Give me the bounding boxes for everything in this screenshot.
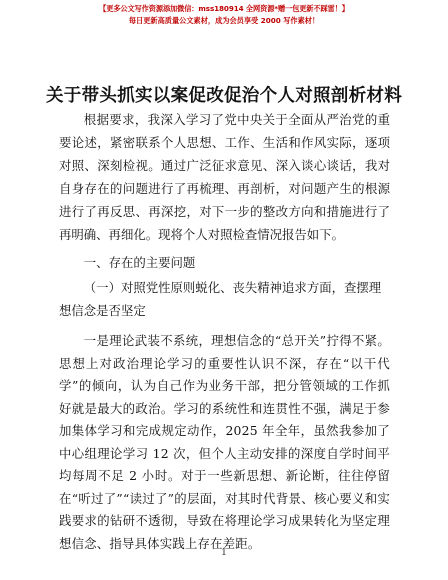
promo-banner-line-1: 【更多公文写作资源添加微信：mss180914 全网资源*赠一包更新不踩雷！】 [99,4,349,13]
body-paragraph: 一是理论武装不系统，理想信念的“总开关”拧得不紧。思想上对政治理论学习的重要性认识不深，存在“以干代学”的倾向，认为自己作为业务干部，把分管领域的工作抓好就是最大的政治。学习的系统性和连贯性不强，满足于参加集体学习和完成规定动作，2025 年全年，虽然我参加了中心组理论学习 12 次，但个人主动安排的深度自学时间平均每周不足 2 小时。对于一些新思想、新论断，往往停留在“听过了”“读过了”的层面，对其时代背景、核心要义和实践要求的钻研不透彻，导致在将理论学习成果转化为坚定理想信念、指导具体实践上存在差距。 [59,333,390,551]
promo-banner-line-2: 每日更新高质量公文素材，成为会员享受 2000 写作素材！ [128,16,320,25]
document-body [59,108,390,555]
document-title: 关于带头抓实以案促改促治个人对照剖析材料 [46,86,402,106]
subsection-heading: （一）对照党性原则蜕化、丧失精神追求方面，查摆理想信念是否坚定 [59,280,382,318]
page-number: 1 [221,548,227,558]
intro-paragraph: 根据要求，我深入学习了党中央关于全面从严治党的重要论述，紧密联系个人思想、工作、生活和作风实际，逐项对照、深刻检视。通过广泛征求意见、深入谈心谈话，我对自身存在的问题进行了再梳理、再剖析，对问题产生的根源进行了再反思、再深挖，对下一步的整改方向和措施进行了再明确、再细化。现将个人对照检查情况报告如下。 [59,112,390,242]
section-heading: 一、存在的主要问题 [83,255,196,270]
